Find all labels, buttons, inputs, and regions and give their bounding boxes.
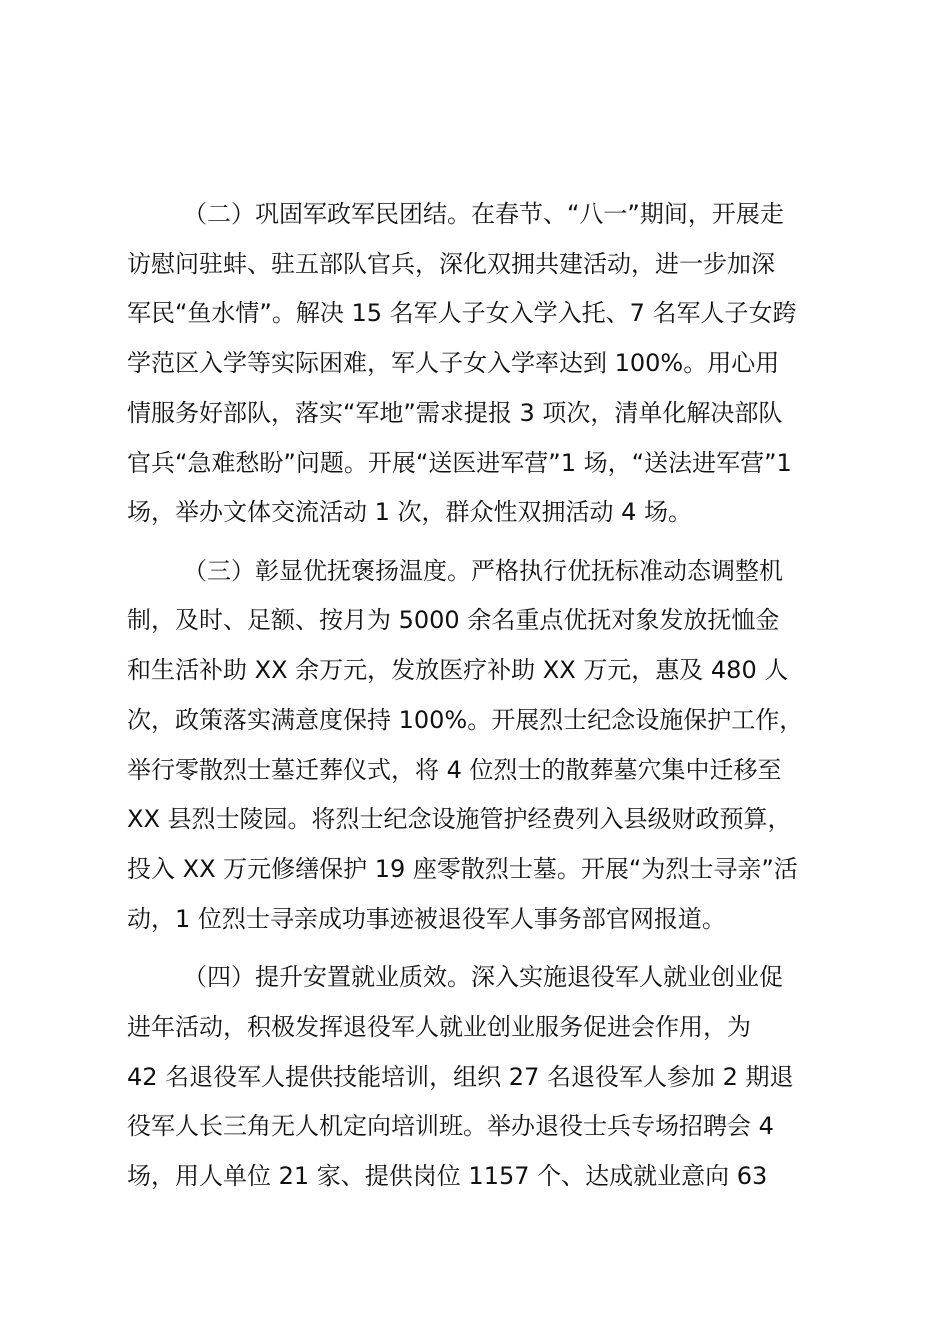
paragraph-4-line-1: （四）提升安置就业质效。深入实施退役军人就业创业促 (183, 963, 783, 991)
paragraph-3-line-7: 投入 XX 万元修缮保护 19 座零散烈士墓。开展“为烈士寻亲”活 (127, 855, 798, 883)
paragraph-3-line-8: 动，1 位烈士寻亲成功事迹被退役军人事务部官网报道。 (127, 905, 726, 933)
paragraph-3-line-4: 次，政策落实满意度保持 100%。开展烈士纪念设施保护工作， (127, 706, 804, 734)
paragraph-3-line-1: （三）彰显优抚褒扬温度。严格执行优抚标准动态调整机 (183, 557, 783, 585)
paragraph-4-line-2: 进年活动，积极发挥退役军人就业创业服务促进会作用，为 (127, 1013, 751, 1041)
paragraph-4-line-3: 42 名退役军人提供技能培训，组织 27 名退役军人参加 2 期退 (127, 1063, 794, 1091)
paragraph-3-line-6: XX 县烈士陵园。将烈士纪念设施管护经费列入县级财政预算， (127, 805, 792, 833)
paragraph-2-line-4: 学范区入学等实际困难，军人子女入学率达到 100%。用心用 (127, 349, 780, 377)
paragraph-4-line-4: 役军人长三角无人机定向培训班。举办退役士兵专场招聘会 4 (127, 1112, 774, 1140)
paragraph-2-line-5: 情服务好部队，落实“军地”需求提报 3 项次，清单化解决部队 (127, 399, 783, 427)
paragraph-3-line-2: 制，及时、足额、按月为 5000 余名重点优抚对象发放抚恤金 (127, 606, 780, 634)
paragraph-3-line-5: 举行零散烈士墓迁葬仪式，将 4 位烈士的散葬墓穴集中迁移至 (127, 756, 782, 784)
paragraph-3-line-3: 和生活补助 XX 余万元，发放医疗补助 XX 万元，惠及 480 人 (127, 656, 789, 684)
paragraph-2-line-1: （二）巩固军政军民团结。在春节、“八一”期间，开展走 (183, 200, 784, 228)
paragraph-4-line-5: 场，用人单位 21 家、提供岗位 1157 个、达成就业意向 63 (127, 1162, 768, 1190)
paragraph-2-line-7: 场，举办文体交流活动 1 次，群众性双拥活动 4 场。 (127, 498, 693, 526)
paragraph-2-line-3: 军民“鱼水情”。解决 15 名军人子女入学入托、7 名军人子女跨 (127, 299, 797, 327)
paragraph-2-line-2: 访慰问驻蚌、驻五部队官兵，深化双拥共建活动，进一步加深 (127, 250, 775, 278)
paragraph-2-line-6: 官兵“急难愁盼”问题。开展“送医进军营”1 场，“送法进军营”1 (127, 449, 792, 477)
